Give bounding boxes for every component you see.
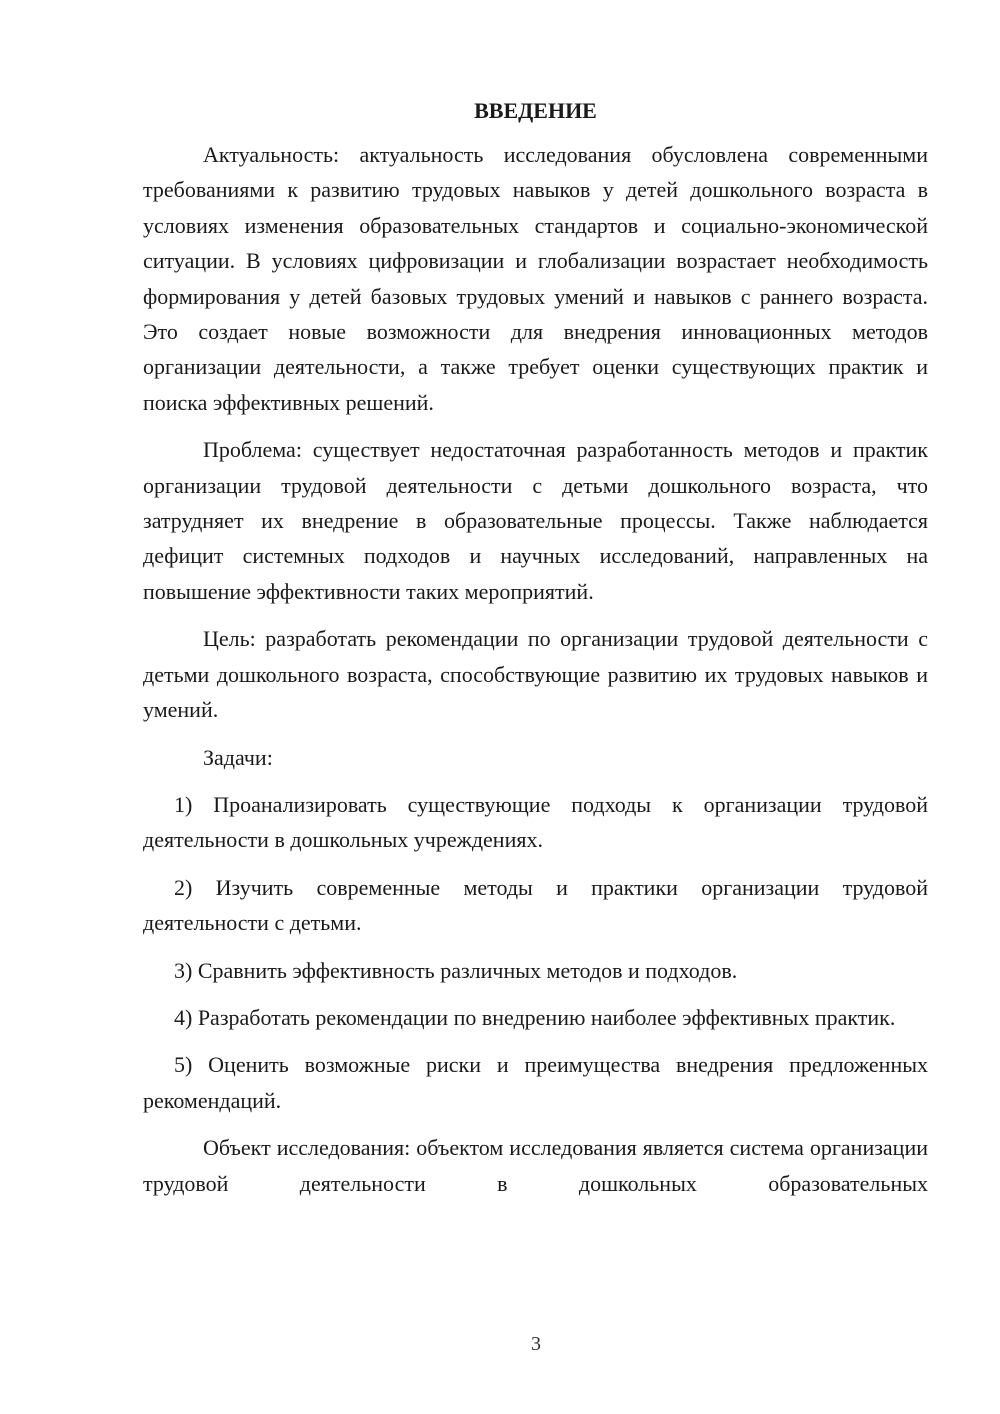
- task-item-1: 1) Проанализировать существующие подходы к организации трудовой деятельности в дошкольных учреждениях.: [143, 791, 928, 853]
- goal-paragraph: Цель: разработать рекомендации по организации трудовой деятельности с детьми дошкольного возраста, способствующие развитию их трудовых навыков и умений.: [143, 626, 928, 723]
- tasks-heading: Задачи:: [203, 744, 273, 770]
- page-number: 3: [531, 1333, 541, 1355]
- relevance-paragraph: Актуальность: актуальность исследования обусловлена современными требованиями к развитию трудовых навыков у детей дошкольного возраста в условиях изменения образовательных стандартов и социально-экономической ситуации. В условиях цифровизации и глобализации возрастает необходимость формирования у детей базовых трудовых умений и навыков с раннего возраста. Это создает новые возможности для внедрения инновационных методов организации деятельности, а также требует оценки существующих практик и поиска эффективных решений.: [143, 142, 928, 415]
- tasks-list: [143, 787, 928, 1118]
- section-heading: ВВЕДЕНИЕ: [474, 98, 597, 123]
- task-item-3: 3) Сравнить эффективность различных методов и подходов.: [174, 957, 738, 983]
- task-item-2: 2) Изучить современные методы и практики организации трудовой деятельности с детьми.: [143, 874, 928, 936]
- task-item-4: 4) Разработать рекомендации по внедрению наиболее эффективных практик.: [174, 1004, 896, 1030]
- object-paragraph: Объект исследования: объектом исследования является система организации трудовой деятельности в дошкольных образовательных: [143, 1135, 928, 1196]
- problem-paragraph: Проблема: существует недостаточная разработанность методов и практик организации трудовой деятельности с детьми дошкольного возраста, что затрудняет их внедрение в образовательные процессы. Также наблюдается дефицит системных подходов и научных исследований, направленных на повышение эффективности таких мероприятий.: [143, 437, 928, 604]
- task-item-5: 5) Оценить возможные риски и преимущества внедрения предложенных рекомендаций.: [143, 1052, 928, 1113]
- document-page: [143, 95, 928, 1201]
